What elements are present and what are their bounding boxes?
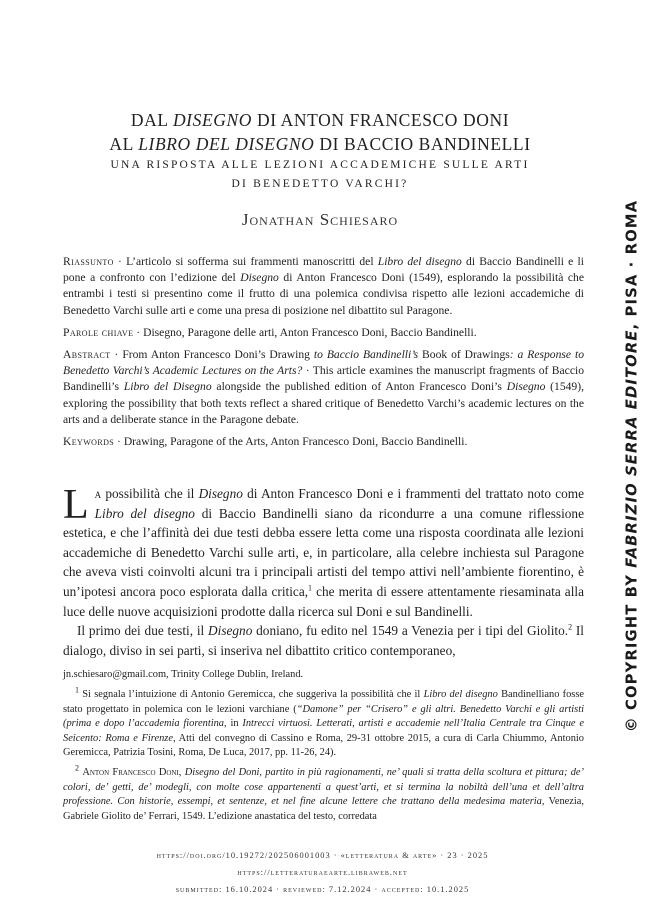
parole-chiave-label: Parole chiave [63,325,134,339]
drop-cap: L [63,482,89,528]
body-paragraph-2: Il primo dei due testi, il Disegno doniano, fu edito nel 1549 a Venezia per i tipi del Giolito.$^2$ Il dialogo, diviso in sei parti, si inseriva nel dibattito critico contemporaneo, [63,622,584,658]
article-title-line-2: AL LIBRO DEL DISEGNO DI BACCIO BANDINELLI [109,134,531,154]
footer-doi-line[interactable]: https://doi.org/10.19272/202506001003 · «letteratura & arte» · 23 · 2025 [156,851,489,860]
copyright-notice: © COPYRIGHT BY FABRIZIO SERRA EDITORE, PISA · ROMA [623,199,641,733]
footnote-ref-2[interactable]: 2 [568,622,573,632]
footnote-number-2: 2 [75,763,79,773]
abstract-paragraph: Abstract · From Anton Francesco Doni’s Drawing to Baccio Bandinelli’s Book of Drawings: a Response to Benedetto Varchi’s Academic Lectures on the Arts? · This article examines the manuscript fragments of Baccio Bandinelli’s Libro del Disegno alongside the published edition of Anton Francesco Doni’s Disegno (1549), exploring the possibility that both texts reflect a shared critique of Benedetto Varchi’s academic lectures on the arts and a deliberate stance in the Paragone debate. [63,348,584,426]
footnote-number-1: 1 [75,685,79,695]
article-title-block [60,108,580,230]
footer-dates-line: submitted: 16.10.2024 · reviewed: 7.12.2024 · accepted: 10.1.2025 [175,885,470,894]
abstracts-section [63,254,584,456]
author-contact: jn.schiesaro@gmail.com, Trinity College Dublin, Ireland. [63,669,304,680]
footnotes-section [63,668,584,830]
article-subtitle-line-1: UNA RISPOSTA ALLE LEZIONI ACCADEMICHE SULLE ARTI [110,159,530,171]
body-text [63,484,584,660]
article-title-line-1: DAL DISEGNO DI ANTON FRANCESCO DONI [130,110,510,130]
parole-chiave-paragraph: Parole chiave · Disegno, Paragone delle arti, Anton Francesco Doni, Baccio Bandinelli. [63,325,477,339]
keywords-paragraph: Keywords · Drawing, Paragone of the Arts, Anton Francesco Doni, Baccio Bandinelli. [63,435,468,449]
article-subtitle-line-2: DI BENEDETTO VARCHI? [231,178,409,190]
body-paragraph-1: La possibilità che il Disegno di Anton Francesco Doni e i frammenti del trattato noto come Libro del disegno di Baccio Bandinelli siano da ricondurre a una comune riflessione estetica, e che l’affinità dei due testi debba essere letta come una risposta coordinata alle lezioni accademiche di Benedetto Varchi sulle arti, e, in particolare, alla celebre inchiesta sul Paragone che aveva visti coinvolti alcuni tra i principali artisti del tempo attivi nell’ambiente fiorentino, è un’ipotesi ancora poco esplorata dalla critica,$^1$ che merita di essere attentamente riesaminata alla luce delle nuove acquisizioni prodotte dalla ricerca sul Doni e sul Bandinelli. [63,482,584,619]
riassunto-label: Riassunto [63,255,114,268]
footnote-1: $^1$ Si segnala l’intuizione di Antonio Geremicca, che suggeriva la possibilità che il Libro del disegno Bandinelliano fosse stato progettato in polemica con le lezioni varchiane (“Damone” per “Crisero” e gli altri. Benedetto Varchi e gli artisti (prima e dopo l’accademia fiorentina, in Intrecci virtuosi. Letterati, artisti e accademie nell’Italia Centrale tra Cinque e Seicento: Roma e Firenze, Atti del convegno di Cassino e Roma, 29-31 ottobre 2015, a cura di Carla Chiummo, Antonio Geremicca, Patrizia Tosini, Roma, De Luca, 2017, pp. 11-26, 24). [63,685,585,759]
page-footer [60,847,585,898]
riassunto-paragraph: Riassunto · L’articolo si sofferma sui frammenti manoscritti del Libro del disegno di Baccio Bandinelli e li pone a confronto con l’edizione del Disegno di Anton Francesco Doni (1549), esplorando la possibilità che entrambi i testi si presentino come il frutto di una polemica condivisa rispetto alle lezioni accademiche di Benedetto Varchi sulle arti e come una presa di posizione nel dibattito sul Paragone. [63,255,584,317]
author-name: Jonathan Schiesaro [241,210,399,229]
footer-website-link[interactable]: https://letteraturaearte.libraweb.net [237,868,408,877]
footnote-ref-1[interactable]: 1 [308,583,313,593]
footnote-2: $^2$ Anton Francesco Doni, Disegno del Doni, partito in più ragionamenti, ne’ quali si tratta della scoltura et pittura; de’ colori, de’ getti, de’ modegli, con molte cose appartenenti a quest’arti, et si termina la nobiltà dell’una et dell’altra professione. Con historie, essempi, et sentenze, et nel fine alcune lettere che trattano della medesima materia, Venezia, Gabriele Giolito de’ Ferrari, 1549. L’edizione anastatica del testo, corredata [63,763,584,822]
keywords-label: Keywords [63,435,115,449]
abstract-label: Abstract [63,348,111,362]
